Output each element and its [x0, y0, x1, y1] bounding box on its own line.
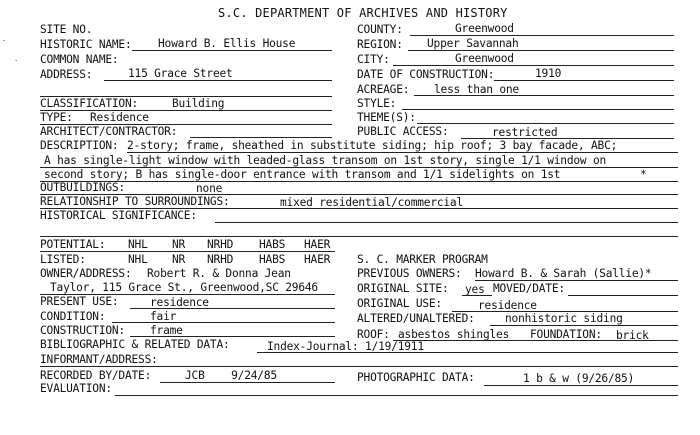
- present-use-label: PRESENT USE:: [40, 295, 119, 308]
- description-line-1: 2-story; frame, sheathed in substitute siding; hip roof; 3 bay facade, ABC;: [127, 139, 618, 152]
- foundation-label: FOUNDATION:: [530, 328, 602, 341]
- description-continuation-marker: *: [640, 168, 647, 181]
- condition-label: CONDITION:: [40, 310, 106, 323]
- potential-habs: HABS: [259, 238, 286, 251]
- construction-value: frame: [150, 324, 183, 337]
- recorded-by-label: RECORDED BY/DATE:: [40, 369, 152, 382]
- present-use-value: residence: [150, 296, 209, 309]
- previous-owners-value: Howard B. & Sarah (Sallie)*: [475, 267, 652, 280]
- photographic-data-value: 1 b & w (9/26/85): [523, 372, 635, 385]
- acreage-label: ACREAGE:: [357, 83, 410, 96]
- type-label: TYPE:: [40, 111, 73, 124]
- scan-speck: ·: [14, 57, 19, 65]
- date-of-construction-value: 1910: [535, 67, 562, 80]
- acreage-value: less than one: [434, 83, 519, 96]
- recorded-by-rule: [160, 382, 335, 383]
- construction-rule: [130, 336, 335, 337]
- present-use-rule: [130, 308, 335, 309]
- listed-label: LISTED:: [40, 253, 86, 266]
- public-access-label: PUBLIC ACCESS:: [357, 125, 449, 138]
- type-top-rule: [40, 110, 332, 111]
- marker-program-label: S. C. MARKER PROGRAM: [357, 253, 488, 266]
- region-rule: [408, 50, 674, 51]
- evaluation-label: EVALUATION:: [40, 382, 112, 395]
- roof-label: ROOF:: [357, 328, 390, 341]
- themes-label: THEME(S):: [357, 111, 416, 124]
- relationship-label: RELATIONSHIP TO SURROUNDINGS:: [40, 195, 230, 208]
- classification-value: Building: [172, 97, 225, 110]
- original-use-value: residence: [478, 299, 537, 312]
- outbuildings-label: OUTBUILDINGS:: [40, 181, 125, 194]
- region-value: Upper Savannah: [427, 37, 519, 50]
- altered-rule: [490, 325, 678, 326]
- original-use-label: ORIGINAL USE:: [357, 297, 442, 310]
- description-rule-3: [40, 181, 678, 182]
- evaluation-rule: [115, 395, 678, 396]
- description-rule-1: [127, 152, 678, 153]
- original-site-value: yes: [465, 283, 485, 296]
- original-site-rule: [462, 295, 492, 296]
- foundation-value: brick: [616, 329, 649, 342]
- city-rule: [393, 65, 674, 66]
- listed-haer: HAER: [304, 253, 331, 266]
- description-line-3: second story; B has single-door entrance with transom and 1/1 sidelights on 1st: [44, 168, 561, 181]
- owner-line-1: Robert R. & Donna Jean: [147, 267, 291, 280]
- relationship-value: mixed residential/commercial: [280, 196, 463, 209]
- roof-foundation-rule: [393, 340, 678, 341]
- potential-nrhd: NRHD: [207, 238, 234, 251]
- moved-date-label: MOVED/DATE:: [493, 282, 565, 295]
- moved-date-rule: [568, 295, 678, 296]
- bibliographic-value: Index-Journal: 1/19/1911: [267, 340, 424, 353]
- informant-rule: [40, 366, 678, 367]
- region-label: REGION:: [357, 38, 403, 51]
- photographic-data-label: PHOTOGRAPHIC DATA:: [357, 371, 475, 384]
- construction-label: CONSTRUCTION:: [40, 324, 125, 337]
- historic-name-value: Howard B. Ellis House: [158, 37, 296, 50]
- public-access-value: restricted: [492, 126, 558, 139]
- city-label: CITY:: [357, 53, 390, 66]
- listed-nrhd: NRHD: [207, 253, 234, 266]
- county-value: Greenwood: [455, 22, 514, 35]
- photographic-data-rule: [484, 385, 678, 386]
- previous-owners-label: PREVIOUS OWNERS:: [357, 267, 462, 280]
- architect-label: ARCHITECT/CONTRACTOR:: [40, 125, 178, 138]
- listed-habs: HABS: [259, 253, 286, 266]
- address-rule: [104, 80, 332, 81]
- bibliographic-label: BIBLIOGRAPHIC & RELATED DATA:: [40, 338, 230, 351]
- altered-value: nonhistoric siding: [505, 312, 623, 325]
- site-no-label: SITE NO.: [40, 23, 93, 36]
- style-label: STYLE:: [357, 97, 397, 110]
- condition-rule: [112, 322, 335, 323]
- informant-label: INFORMANT/ADDRESS:: [40, 353, 158, 366]
- county-rule: [410, 35, 674, 36]
- outbuildings-value: none: [196, 182, 223, 195]
- architect-rule: [190, 137, 332, 138]
- condition-value: fair: [150, 310, 177, 323]
- form-title: S.C. DEPARTMENT OF ARCHIVES AND HISTORY: [218, 6, 508, 20]
- type-value: Residence: [90, 111, 149, 124]
- recorded-by-value: JCB 9/24/85: [185, 369, 277, 382]
- original-site-label: ORIGINAL SITE:: [357, 282, 449, 295]
- classification-label: CLASSIFICATION:: [40, 97, 139, 110]
- county-label: COUNTY:: [357, 23, 403, 36]
- acreage-rule: [414, 95, 674, 96]
- common-name-label: COMMON NAME:: [40, 53, 119, 66]
- potential-haer: HAER: [304, 238, 331, 251]
- description-label: DESCRIPTION:: [40, 139, 119, 152]
- scan-speck: ·: [2, 37, 7, 45]
- owner-line-2: Taylor, 115 Grace St., Greenwood,SC 29646: [50, 281, 318, 294]
- section-divider: [40, 236, 678, 237]
- altered-label: ALTERED/UNALTERED:: [357, 312, 475, 325]
- date-of-construction-label: DATE OF CONSTRUCTION:: [357, 68, 495, 81]
- description-line-2: A has single-light window with leaded-glass transom on 1st story, single 1/1 window on: [44, 154, 607, 167]
- address-label: ADDRESS:: [40, 68, 93, 81]
- historical-significance-rule: [215, 222, 678, 223]
- potential-nhl: NHL: [128, 238, 148, 251]
- city-value: Greenwood: [455, 52, 514, 65]
- style-rule: [402, 109, 674, 110]
- listed-nhl: NHL: [128, 253, 148, 266]
- address-value: 115 Grace Street: [128, 67, 233, 80]
- historical-significance-label: HISTORICAL SIGNIFICANCE:: [40, 209, 197, 222]
- themes-rule: [417, 123, 674, 124]
- bibliographic-rule: [257, 352, 678, 353]
- date-of-construction-rule: [494, 80, 674, 81]
- historic-name-rule: [132, 50, 332, 51]
- owner-label: OWNER/ADDRESS:: [40, 267, 132, 280]
- historic-name-label: HISTORIC NAME:: [40, 38, 132, 51]
- potential-label: POTENTIAL:: [40, 238, 106, 251]
- potential-nr: NR: [172, 238, 186, 251]
- previous-owners-rule: [475, 280, 678, 281]
- roof-value: asbestos shingles: [398, 328, 510, 341]
- listed-nr: NR: [172, 253, 186, 266]
- potential-rule: [40, 251, 335, 252]
